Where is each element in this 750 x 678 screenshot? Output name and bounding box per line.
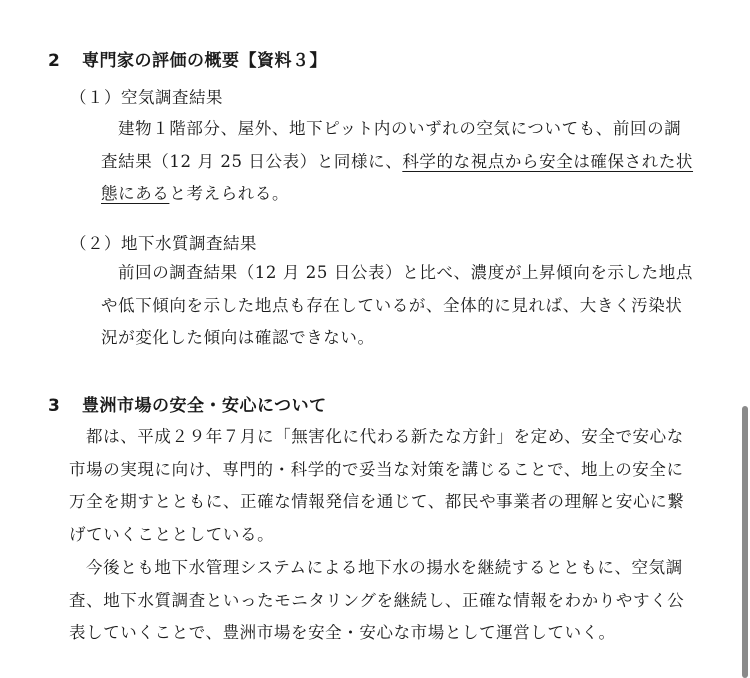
section-3-title: 豊洲市場の安全・安心について [82,396,327,416]
section-3-paragraph-2 [69,552,684,650]
subsection-2-heading: （２）地下水質調査結果 [70,234,257,253]
subsection-2-paragraph [101,257,693,355]
paragraph-line: 況が変化した傾向は確認できない。 [101,328,375,347]
paragraph-line: 前回の調査結果（12 月 25 日公表）と比べ、濃度が上昇傾向を示した地点 [118,263,693,282]
paragraph-line: 万全を期すとともに、正確な情報発信を通じて、都民や事業者の理解と安心に繋 [69,492,685,511]
paragraph-line [101,146,693,179]
text-run: と考えられる。 [169,184,290,203]
underlined-text: 科学的な視点から安全は確保された状 [402,151,694,171]
section-2-title: 専門家の評価の概要【資料３】 [82,51,327,71]
section-2-number: 2 [48,51,61,71]
subsection-1-heading: （１）空気調査結果 [70,88,223,107]
text-run: 査結果（12 月 25 日公表）と同様に、 [101,151,403,171]
paragraph-line: げていくこととしている。 [69,524,275,544]
section-3-paragraph-1 [69,421,684,551]
paragraph-line: 市場の実現に向け、専門的・科学的で妥当な対策を講じることで、地上の安全に [69,459,684,479]
paragraph-line: 今後とも地下水管理システムによる地下水の揚水を継続するとともに、空気調 [86,558,683,577]
paragraph-line: や低下傾向を示した地点も存在しているが、全体的に見れば、大きく汚染状 [101,295,683,315]
vertical-scrollbar[interactable] [742,406,748,678]
paragraph-line: 都は、平成２９年７月に「無害化に代わる新たな方針」を定め、安全で安心な [86,427,684,446]
subsection-1-paragraph [101,113,693,211]
paragraph-line [101,178,693,211]
paragraph-line: 査、地下水質調査といったモニタリングを継続し、正確な情報をわかりやすく公 [69,590,685,610]
section-3-number: 3 [48,396,61,416]
section-2-heading [48,49,327,73]
underlined-text: 態にある [101,184,170,203]
section-3-heading [48,394,327,418]
paragraph-line: 建物１階部分、屋外、地下ピット内のいずれの空気についても、前回の調 [118,119,682,138]
paragraph-line: 表していくことで、豊洲市場を安全・安心な市場として運営していく。 [69,623,616,642]
